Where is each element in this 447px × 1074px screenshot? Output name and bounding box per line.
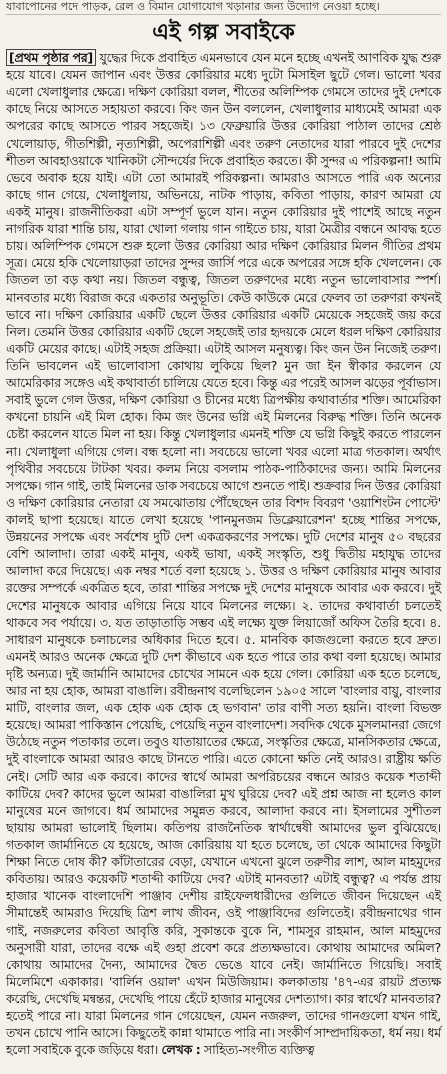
previous-article-strip: যাবাপোনের পদে পাড়ক, রেল ও বিমান যোগাযোগ খড়ানার জন্য উদ্যোগ নেওয়া হচ্ছে।	[6, 0, 441, 15]
continuation-prefix: [প্রথম পৃষ্ঠার পর]	[6, 49, 96, 66]
article-body-text: যুদ্ধের দিকে প্রবাহিত এমনভাবে যেন মনে হচ্ছে এখনই আণবিক যুদ্ধ শুরু হয়ে যাবে। যেমন জাপান এবং উত্তর কোরিয়ার মধ্যে দুটো মিসাইল ছুটে গেল। ভালো খবর এলো খেলাধুলার ক্ষেত্রে। দক্ষিণ কোরিয়া বলল, শীতের অলিম্পিক গেমসে তাদের দুই দেশকে কাছে নিয়ে আসতে সহায়তা করবে। কিং জন উন বললেন, খেলাধুলার মাধ্যমেই আমরা এক অপরের কাছে আসতে পারব সহজেই। ১৩ ফেব্রুয়ারি উত্তর কোরিয়া পাঠাল তাদের শ্রেষ্ঠ খেলোয়াড়, গীতশিল্পী, নৃত্যশিল্পী, অপেরাশিল্পী এবং তরুণ নেতাদের যারা পারবে দুই দেশের শীতল আবহাওয়াকে খানিকটা সৌন্দর্যের দিকে প্রবাহিত করতে। কী সুন্দর এ পরিকল্পনা! আমি ভেবে অবাক হয়ে যাই। এটা তো আমারই পরিকল্পনা। আমরাও আসতে পারি এক অন্যের কাছে গান গেয়ে, খেলাধুলায়, অভিনয়ে, নাটক পাড়ায়, কবিতা পাড়ায়, কারণ আমরা যে একই মানুষ। রাজনীতিকরা এটা সম্পূর্ণ ভুলে যান। নতুন কোরিয়ার দুই পাশেই আছে নতুন নাগরিক যারা শান্তি চায়, যারা খোলা গলায় গান গাইতে চায়, যারা মৈত্রীর বন্ধনে আবদ্ধ হতে চায়। অলিম্পিক গেমসে শুরু হলো উত্তর কোরিয়া আর দক্ষিণ কোরিয়ার মিলন গীতির প্রথম সূত্র। মেয়ে হকি খেলোয়াড়রা তাদের সুন্দর জার্সি পরে একে অপরের সঙ্গে হকি খেললেন। কে জিতল তা বড় কথা নয়। জিতল বন্ধুত্ব, জিতল তরুণদের মধ্যে নতুন ভালোবাসার স্পর্শ। মানবতার মধ্যে বিরাজ করে একতার অনুভূতি। কেউ কাউকে মেরে ফেলব তা তরুণরা কখনই ভাবে না। দক্ষিণ কোরিয়ার একটি ছেলে উত্তর কোরিয়ার একটি মেয়েকে সহজেই জয় করে নিল। তেমনি উত্তর কোরিয়ার একটি ছেলে সহজেই তার হৃদয়কে মেলে ধরল দক্ষিণ কোরিয়ার একটি মেয়ের কাছে। এটাই সহজ প্রক্রিয়া। এটাই আসল মনুষ্যত্ব। কিং জন উন নিজেই তরুণ। তিনি ভাবলেন এই ভালোবাসা কোথায় লুকিয়ে ছিল? মুন জা ইন স্বীকার করলেন যে আমেরিকার সঙ্গেও এই কথাবার্তা চালিয়ে যেতে হবে। কিন্তু এর পরেই আসল ঝড়ের পূর্বাভাস। সবাই ভুলে গেল উত্তর, দক্ষিণ কোরিয়া ও চীনের মধ্যে ত্রিপক্ষীয় কথাবার্তার শক্তি। আমেরিকা কখনো চায়নি এই মিল হোক। কিম জং উনের ভগ্নি এই মিলনের বিরুদ্ধ শক্তি। তিনি অনেক চেষ্টা করলেন যাতে মিল না হয়। কিন্তু খেলাধুলার এমনই শক্তি যে ভগ্নি কিছুই করতে পারলেন না। খেলাধুলা এগিয়ে গেল। বন্ধ হলো না। সবচেয়ে ভালো খবর এলো মাত্র গতকাল। অর্থাৎ পৃথিবীর সবচেয়ে টাটকা খবর। কলম নিয়ে বসলাম পাঠক-পাঠিকাদের জন্য। আমি মিলনের সপক্ষে। গান গাই, তাই মিলনের ডাক সবচেয়ে আগে শুনতে পাই। শুক্রবার দিন উত্তর কোরিয়া ও দক্ষিণ কোরিয়ার নেতারা যে সমঝোতায় পৌঁছেছেন তার বিশদ বিবরণ 'ওয়াশিংটন পোস্টে' কালই ছাপা হয়েছে। যাতে লেখা হয়েছে 'পানমুনজম ডিক্লেয়ারেশন' হচ্ছে শান্তির সপক্ষে, উন্নয়নের সপক্ষে এবং সর্বশেষ দুটি দেশ একত্রকরণের সপক্ষে। দুটি দেশের মানুষ ৫০ বছরের বেশি আলাদা। তারা একই মানুষ, একই ভাষা, একই সংস্কৃতি, শুধু দ্বিতীয় মহাযুদ্ধ তাদের আলাদা করে দিয়েছে। এক নম্বর শর্তে বলা হয়েছে ১. উত্তর ও দক্ষিণ কোরিয়ার মানুষ আবার রক্তের সম্পর্কে একত্রিত হবে, তারা শান্তির সপক্ষে দুই দেশের মানুষকে আবার এক করবে। দুই দেশের মানুষকে আবার এগিয়ে নিয়ে যাবে মিলনের লক্ষ্যে। ২. তাদের কথাবার্তা চলতেই থাকবে সব পর্যায়ে। ৩. যত তাড়াতাড়ি সম্ভব এই লক্ষ্যে যুক্ত লিয়াজোঁ অফিস তৈরি হবে। ৪. সাধারণ মানুষকে চলাচলের অধিকার দিতে হবে। ৫. মানবিক কাজগুলো করতে হবে দ্রুত। এমনই আরও অনেক ক্ষেত্রে দুটি দেশ কীভাবে এক হতে পারে তার কথা বলা হয়েছে। আমার দৃষ্টি অন্যত্র। দুই জার্মানি আমাদের চোখের সামনে এক হয়ে গেল। কোরিয়া এক হতে চলেছে, আর না হয় হোক, আমরা বাঙালি। রবীন্দ্রনাথ বলেছিলেন ১৯০৫ সালে 'বাংলার বায়ু, বাংলার মাটি, বাংলার জল, এক হোক এক হোক হে ভগবান' তার বাণী সত্য হয়নি। বাংলা বিভক্ত হয়েছে। আমরা পাকিস্তান পেয়েছি, পেয়েছি নতুন বাংলাদেশ। সবদিক থেকে মুসলমানরা জেগে উঠেছে নতুন পতাকার তলে। তবুও যাতায়াতের ক্ষেত্রে, সংস্কৃতির ক্ষেত্রে, মানসিকতার ক্ষেত্রে, দুই বাংলাকে আমরা আরও কাছে টানতে পারি। এতে কোনো ক্ষতি নেই আরও। রাষ্ট্রীয় ক্ষতি নেই। সেটি আর এক করবে। কাদের স্বার্থে আমরা অপরিচয়ের বন্ধনে আরও কয়েক শতাব্দী কাটিয়ে দেব? কাদের ভুলে আমরা বাঙালিরা মুখ ঘুরিয়ে দেব? এই প্রশ্ন আজ না হলেও কাল মানুষের মনে জাগবে। ধর্ম আমাদের সমুন্নত করবে, আলাদা করবে না। ইসলামের সুশীতল ছায়ায় আমরা ভালোই ছিলাম। কতিপয় রাজনৈতিক স্বার্থান্বেষী আমাদের ভুল বুঝিয়েছে। গতকাল জার্মানিতে যে হয়েছে, আজ কোরিয়ায় যা হতে চলেছে, তা থেকে আমাদের কিছুটা শিক্ষা নিতে দোষ কী? কাঁটাতারের বেড়া, যেখানে এখনো ঝুলে তরুণীর লাশ, আল মাহমুদের কবিতায়। আরও কয়েকটি শতাব্দী কাটিয়ে দেব? এটাই মানবতা? এটাই বন্ধুত্ব? এ পর্যন্ত প্রায় হাজার খানেক বাংলাদেশি পাঞ্জাব দেশীয় রাইফেলধারীদের গুলিতে জীবন দিয়েছেন এই সীমান্তেই আমরাও দিয়েছি ত্রিশ লাখ জীবন, ওই পাঞ্জাবিদের গুলিতেই। রবীন্দ্রনাথের গান গাই, নজরুলের কবিতা আবৃত্তি করি, সুকান্তকে বুকে নি, শামসুর রাহমান, আল মাহমুদের অনুসারী যারা, তাদের বক্ষে এই গুহা প্রবেশ করে প্রত্যক্ষভাবে। কোথায় আমাদের অমিল? কোথায় আমাদের দৈন্য, আমাদের দ্বৈত ভেঙে যাবে নেই। জার্মানিতে গিয়েছি। সবাই মিলেমিশে একাকার। 'বার্লিন ওয়াল' এখন মিউজিয়াম। কলকাতায় '৪৭-এর রায়ট প্রত্যক্ষ করেছি, দেখেছি মন্বন্তর, দেখেছি পায়ে হেঁটে হাজার মানুষের দেশত্যাগ। কার স্বার্থে? মানবতার? হতেই পারে না। যারা মিলনের গান গেয়েছেন, যেমন নজরুল, তাদের গানগুলো যখন গাই, তখন চোখে পানি আসে। কিছুতেই কান্না থামাতে পারি না। সংকীর্ণ সাম্প্রদায়িকতা, ধর্ম নয়। ধর্ম হলো সবাইকে বুকে জড়িয়ে ধরা।	[6, 50, 441, 1058]
author-label: লেখক :	[161, 1042, 201, 1058]
author-description: সাহিত্য-সংগীত ব্যক্তিত্ব	[203, 1042, 315, 1058]
article-body	[6, 49, 441, 1058]
article-headline: এই গল্প সবাইকে	[152, 20, 295, 45]
